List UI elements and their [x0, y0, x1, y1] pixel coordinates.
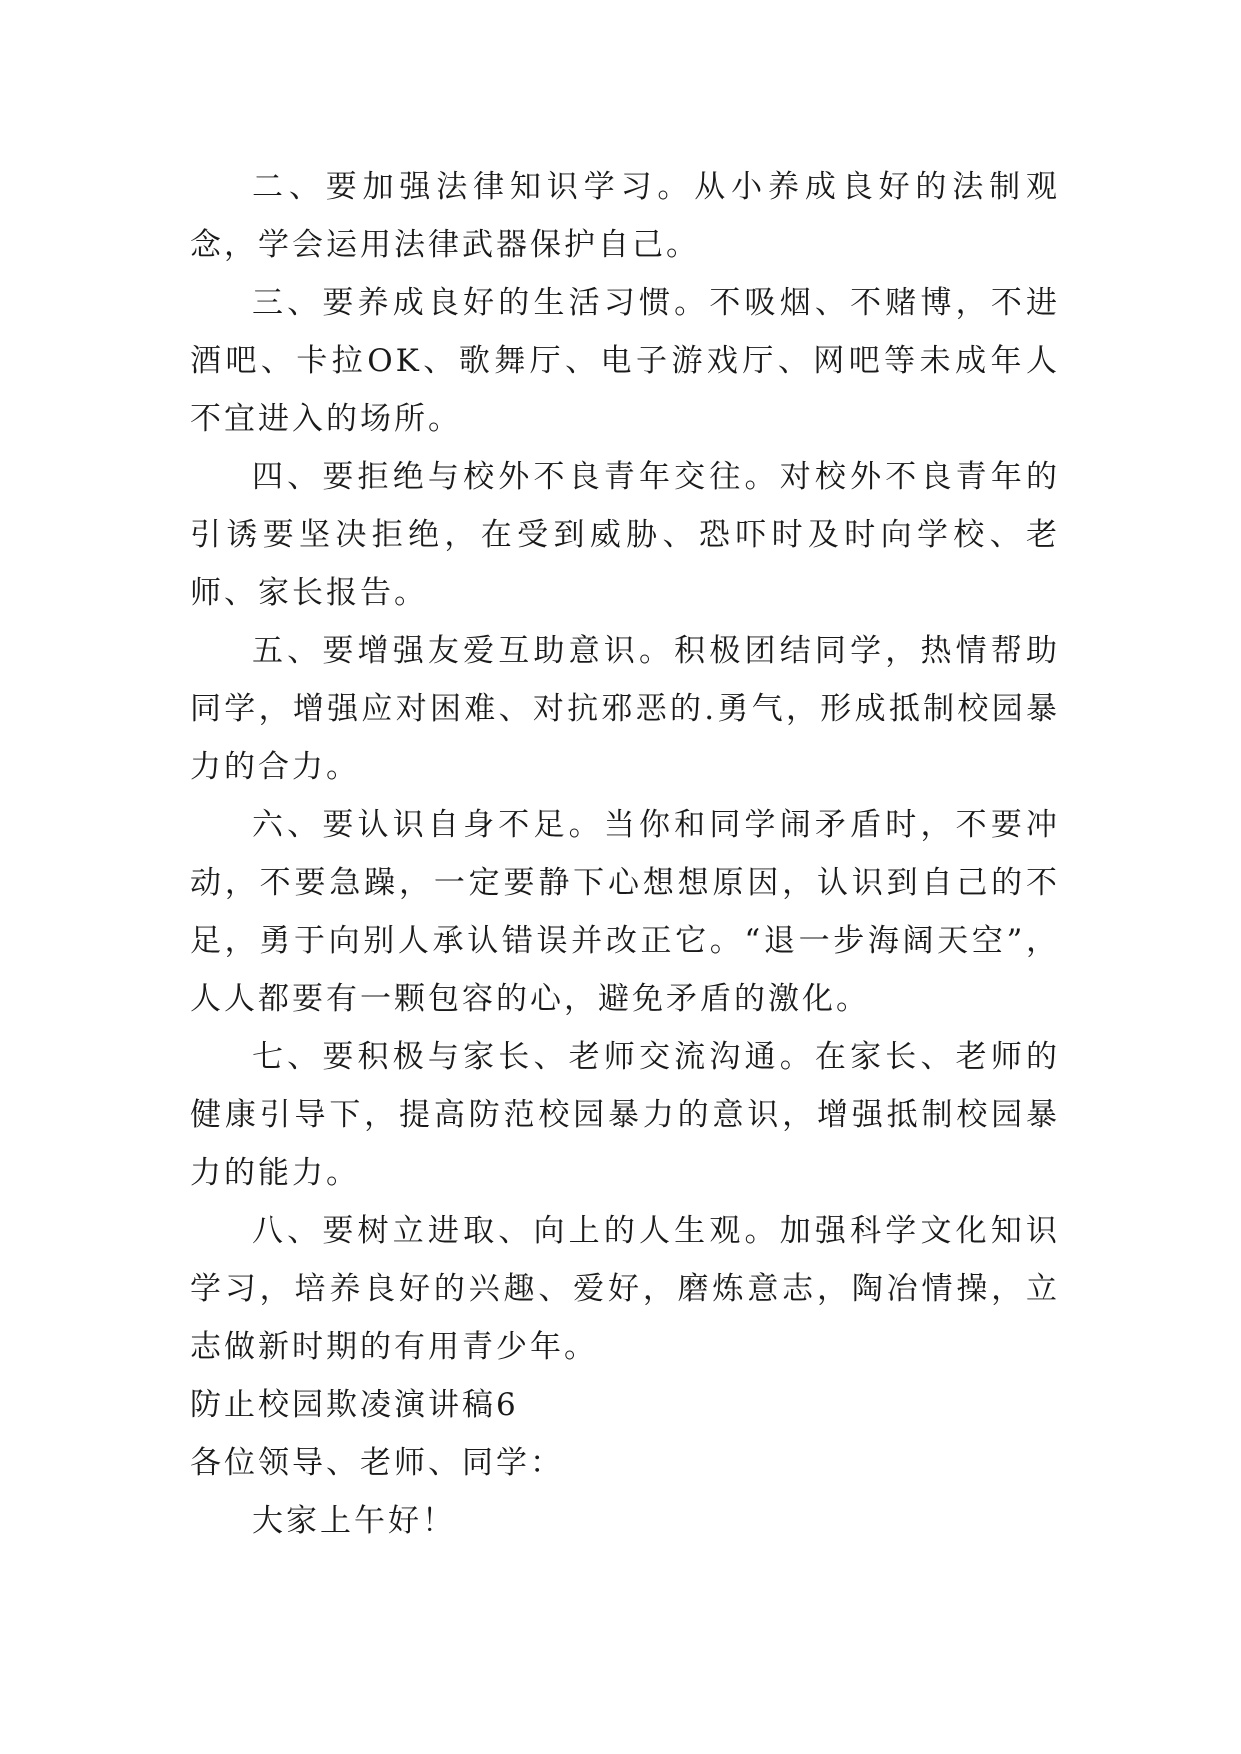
paragraph-3: 三、要养成良好的生活习惯。不吸烟、不赌博，不进酒吧、卡拉OK、歌舞厅、电子游戏厅、网吧等未成年人不宜进入的场所。: [190, 285, 1060, 437]
document-page: [190, 158, 1060, 1550]
greeting: 大家上午好！: [252, 1503, 456, 1539]
paragraph-8: 八、要树立进取、向上的人生观。加强科学文化知识学习，培养良好的兴趣、爱好，磨炼意志，陶冶情操，立志做新时期的有用青少年。: [190, 1213, 1060, 1365]
salutation: 各位领导、老师、同学：: [190, 1445, 564, 1481]
paragraph-7: 七、要积极与家长、老师交流沟通。在家长、老师的健康引导下，提高防范校园暴力的意识，增强抵制校园暴力的能力。: [190, 1039, 1060, 1191]
paragraph-2: 二、要加强法律知识学习。从小养成良好的法制观念，学会运用法律武器保护自己。: [190, 169, 1060, 263]
paragraph-4: 四、要拒绝与校外不良青年交往。对校外不良青年的引诱要坚决拒绝，在受到威胁、恐吓时及时向学校、老师、家长报告。: [190, 459, 1060, 611]
section-title: 防止校园欺凌演讲稿6: [190, 1387, 519, 1423]
paragraph-6: 六、要认识自身不足。当你和同学闹矛盾时，不要冲动，不要急躁，一定要静下心想想原因，认识到自己的不足，勇于向别人承认错误并改正它。“退一步海阔天空”，人人都要有一颗包容的心，避免矛盾的激化。: [190, 807, 1060, 1017]
paragraph-5: 五、要增强友爱互助意识。积极团结同学，热情帮助同学，增强应对困难、对抗邪恶的.勇气，形成抵制校园暴力的合力。: [190, 633, 1060, 785]
